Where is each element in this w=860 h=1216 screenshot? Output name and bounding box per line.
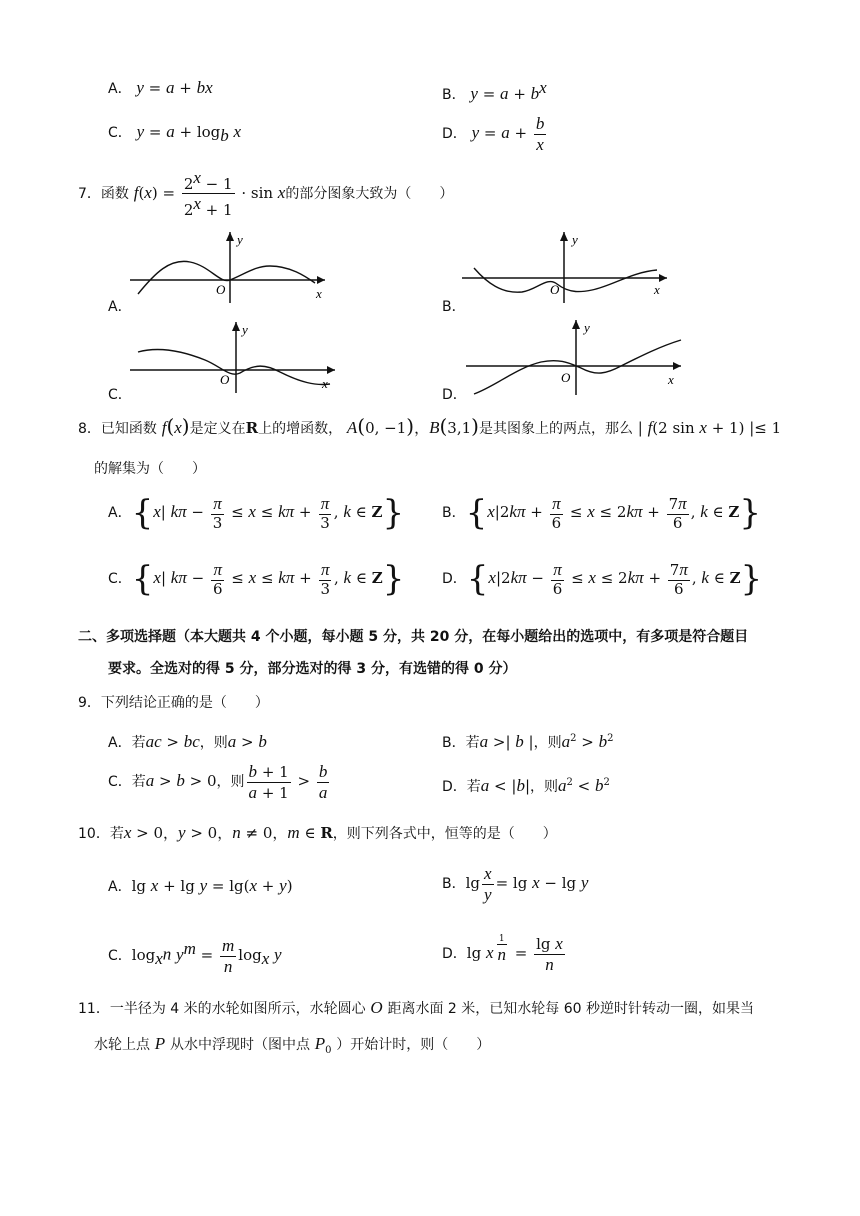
- origin-label: O: [220, 372, 230, 387]
- x-axis-label: x: [322, 376, 328, 391]
- q10-option-a[interactable]: A．lg x + lg y = lg(x + y): [108, 876, 293, 895]
- option-label: A．: [108, 81, 132, 97]
- origin-label: O: [561, 370, 571, 385]
- x-axis-label: x: [668, 372, 674, 387]
- q9-option-a[interactable]: A．若ac > bc，则a > b: [108, 732, 267, 751]
- q6-option-a[interactable]: A． y = a + bx: [108, 78, 213, 97]
- q6-option-b[interactable]: B． $y = a + b^x$: [442, 78, 547, 103]
- q10-option-c[interactable]: C．$\log_{x^n} y^m$ = $\frac{m}{n}$ $\log_x y$: [108, 936, 282, 976]
- x-axis-label: x: [316, 286, 322, 301]
- origin-label: O: [550, 282, 560, 297]
- q9-option-b[interactable]: B．若a >| b |，则$a^2 > b^2$: [442, 732, 614, 751]
- q7-stem: 7．函数 f(x) = $\frac{2^x - 1}{2^x + 1}$ · sin x的部分图象大致为（ ）: [78, 168, 454, 220]
- q9-option-d[interactable]: D．若a < |b|，则$a^2 < b^2$: [442, 776, 610, 795]
- section-2-heading-line2: 要求。全选对的得 5 分，部分选对的得 3 分，有选错的得 0 分）: [108, 661, 517, 677]
- q8-option-d[interactable]: D．{x|2kπ − $\frac{\pi}{6}$ ≤ x ≤ 2kπ + $\frac{7\pi}{6}$ , k ∈ Z}: [442, 558, 763, 599]
- origin-label: O: [216, 282, 226, 297]
- graph-a[interactable]: [130, 228, 330, 304]
- section-2-heading: 二、多项选择题（本大题共 4 个小题，每小题 5 分，共 20 分，在每小题给出的选项中，有多项是符合题目: [78, 629, 749, 645]
- option-label: C．: [108, 125, 132, 141]
- graph-c[interactable]: [130, 318, 340, 394]
- graph-a-label[interactable]: A．: [108, 299, 132, 315]
- q8-option-c[interactable]: C．{x| kπ − $\frac{\pi}{6}$ ≤ x ≤ kπ + $\frac{\pi}{3}$ , k ∈ Z}: [108, 558, 405, 599]
- q9-stem: 9．下列结论正确的是（ ）: [78, 695, 269, 711]
- q6-option-d[interactable]: D． y = a + $\frac{b}{x}$: [442, 114, 545, 154]
- y-axis-label: y: [237, 232, 243, 247]
- x-axis-label: x: [654, 282, 660, 297]
- q8-option-a[interactable]: A．{x| kπ − $\frac{\pi}{3}$ ≤ x ≤ kπ + $\frac{\pi}{3}$ , k ∈ Z}: [108, 492, 405, 533]
- q6-option-c[interactable]: C． $y = a + \log_b x$: [108, 122, 242, 145]
- graph-d-label[interactable]: D．: [442, 387, 467, 403]
- graph-c-label[interactable]: C．: [108, 387, 132, 403]
- q10-option-b[interactable]: B．lg $\frac{x}{y}$ = lg x − lg y: [442, 864, 589, 904]
- y-axis-label: y: [584, 320, 590, 335]
- graph-b[interactable]: [462, 228, 672, 304]
- q11-stem: 11．一半径为 4 米的水轮如图所示，水轮圆心 O 距离水面 2 米，已知水轮每 60 秒逆时针转动一圈，如果当: [78, 998, 754, 1017]
- q10-option-d[interactable]: D．lg x $^{\frac{1}{n}}$ = $\frac{\text{lg x}}{n}$: [442, 934, 563, 974]
- q8-stem: 8．已知函数 f(x)是定义在R上的增函数， A(0, −1)，B(3,1)是其图象上的两点，那么 | f(2 sin x + 1) |≤ 1: [78, 414, 782, 438]
- y-axis-label: y: [572, 232, 578, 247]
- graph-d[interactable]: [466, 316, 686, 396]
- option-label: D．: [442, 126, 467, 143]
- q10-stem: 10．若x > 0，y > 0，n ≠ 0，m ∈ R，则下列各式中，恒等的是（ ）: [78, 823, 557, 842]
- q8-stem-line2: 的解集为（ ）: [94, 461, 206, 477]
- q11-stem-line2: 水轮上点 P 从水中浮现时（图中点 $P_0$ ）开始计时，则（ ）: [94, 1034, 491, 1056]
- graph-b-label[interactable]: B．: [442, 299, 466, 315]
- option-label: B．: [442, 87, 466, 103]
- y-axis-label: y: [242, 322, 248, 337]
- q9-option-c[interactable]: C．若a > b > 0，则 $\frac{b + 1}{a + 1}$ > $\frac{b}{a}$: [108, 762, 328, 802]
- q8-option-b[interactable]: B．{x|2kπ + $\frac{\pi}{6}$ ≤ x ≤ 2kπ + $\frac{7\pi}{6}$ , k ∈ Z}: [442, 492, 762, 533]
